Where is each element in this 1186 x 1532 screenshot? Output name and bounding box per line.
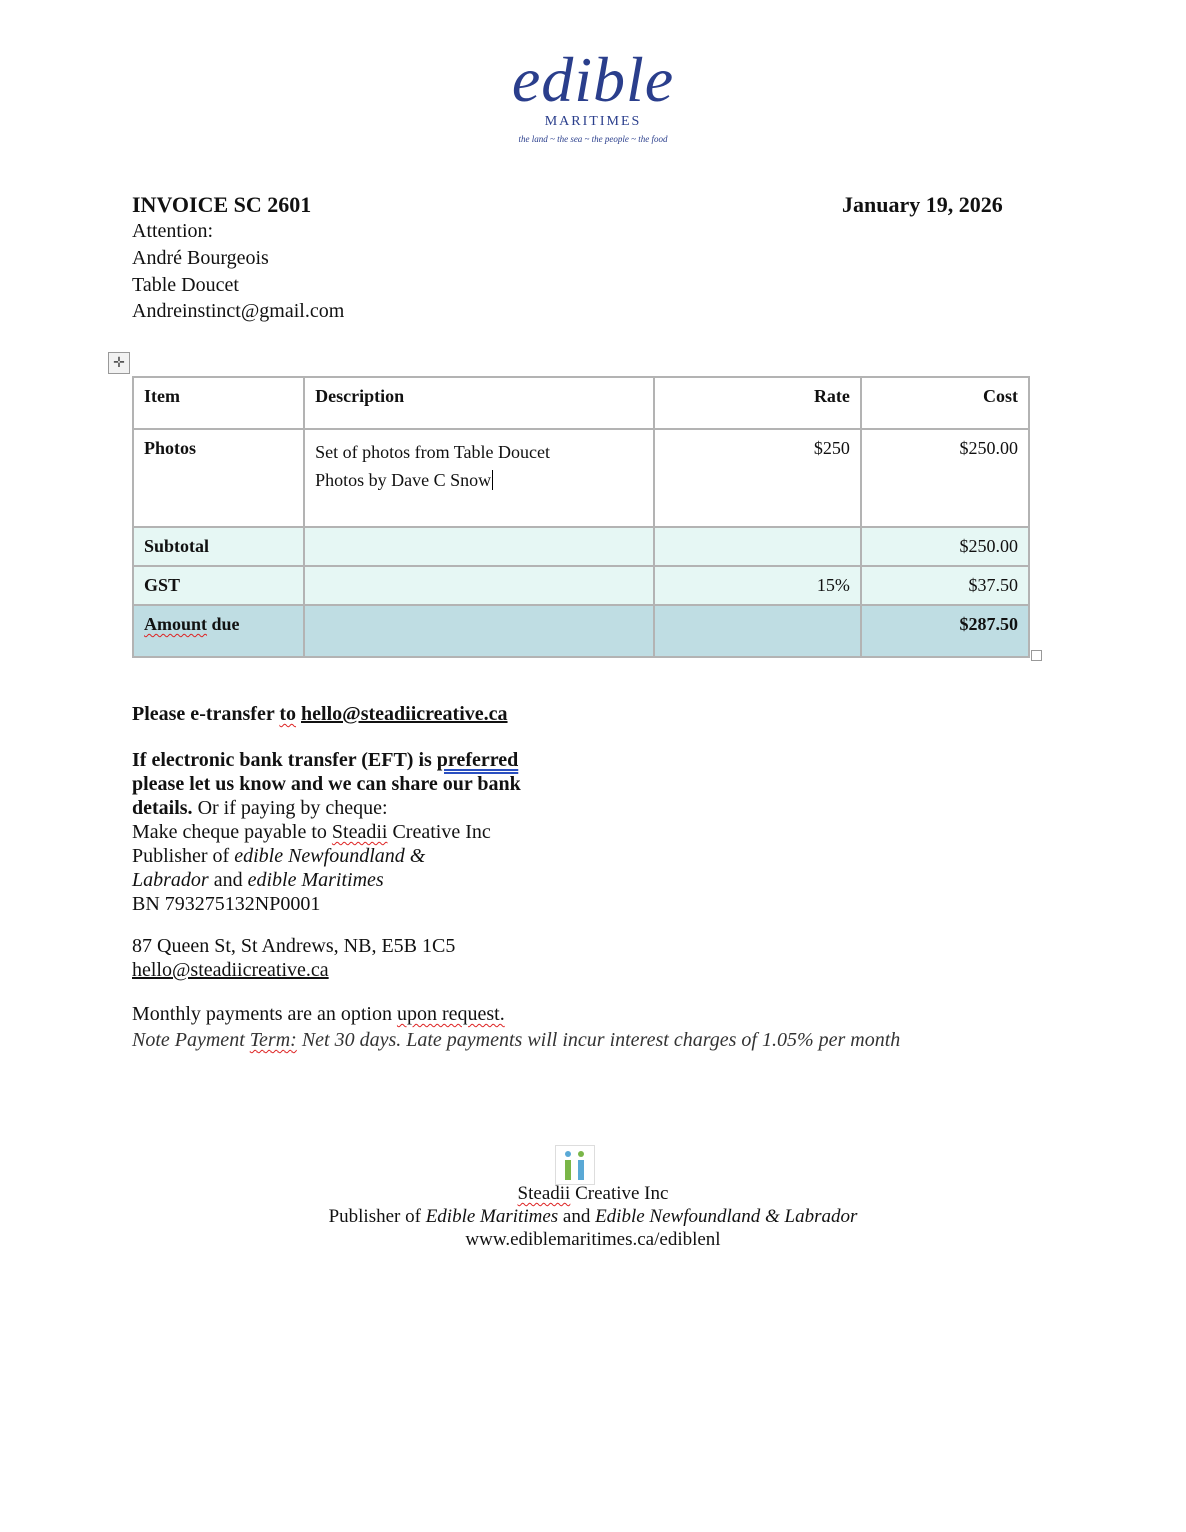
footer-company-b: Creative Inc bbox=[570, 1183, 669, 1204]
client-name: André Bourgeois bbox=[132, 247, 269, 269]
publisher-e: edible Maritimes bbox=[247, 869, 384, 891]
eft-block bbox=[132, 748, 521, 916]
cheque-c: Creative Inc bbox=[387, 821, 491, 843]
cheque-line bbox=[132, 820, 521, 844]
note-b: Term: bbox=[249, 1029, 297, 1051]
footer-publisher-c: and bbox=[558, 1206, 596, 1227]
description-line-2 bbox=[315, 466, 642, 494]
amount-due-label bbox=[133, 605, 304, 657]
footer-publisher bbox=[0, 1205, 1186, 1228]
subtotal-empty-rate bbox=[654, 527, 861, 566]
logo-sub: MARITIMES bbox=[544, 114, 642, 129]
eft-line-1-a: If electronic bank transfer (EFT) is bbox=[132, 749, 437, 771]
invoice-date: January 19, 2026 bbox=[842, 192, 1003, 217]
footer bbox=[0, 1182, 1186, 1251]
gst-row bbox=[133, 566, 1029, 605]
monthly-a: Monthly payments are an option bbox=[132, 1003, 397, 1025]
invoice-number: INVOICE SC 2601 bbox=[132, 192, 312, 217]
gst-label: GST bbox=[133, 566, 304, 605]
table-resize-handle[interactable] bbox=[1031, 650, 1042, 661]
row-description[interactable] bbox=[304, 429, 653, 527]
monthly-line bbox=[132, 1002, 900, 1026]
description-line-2-text: Photos by Dave C Snow bbox=[315, 470, 492, 490]
amount-empty-desc bbox=[304, 605, 653, 657]
attention-label: Attention: bbox=[132, 220, 214, 242]
eft-line-1 bbox=[132, 748, 521, 772]
table-header-row bbox=[133, 377, 1029, 429]
footer-publisher-d: Edible Newfoundland & Labrador bbox=[595, 1206, 858, 1227]
publisher-b: edible Newfoundland & bbox=[234, 845, 426, 867]
publisher-a: Publisher of bbox=[132, 845, 235, 867]
footer-publisher-a: Publisher of bbox=[328, 1206, 426, 1227]
eft-line-1-b: preferred bbox=[436, 749, 519, 771]
logo-tagline: the land ~ the sea ~ the people ~ the food bbox=[518, 134, 668, 144]
header-cost: Cost bbox=[861, 377, 1029, 429]
steadii-logo-icon bbox=[555, 1145, 595, 1185]
footer-company bbox=[0, 1182, 1186, 1205]
publisher-c: Labrador bbox=[132, 869, 209, 891]
footer-website[interactable]: www.ediblemaritimes.ca/ediblenl bbox=[465, 1229, 721, 1250]
publisher-line-1 bbox=[132, 844, 521, 868]
cheque-a: Make cheque payable to bbox=[132, 821, 332, 843]
payment-note bbox=[132, 1028, 900, 1052]
note-c: Net 30 days. Late payments will incur interest charges of 1.05% per month bbox=[296, 1029, 901, 1051]
address: 87 Queen St, St Andrews, NB, E5B 1C5 bbox=[132, 935, 456, 957]
etransfer-line bbox=[132, 702, 508, 726]
gst-rate: 15% bbox=[654, 566, 861, 605]
table-move-handle[interactable]: ✛ bbox=[108, 352, 130, 374]
monthly-b: upon request. bbox=[396, 1003, 505, 1025]
eft-line-3-rest: Or if paying by cheque: bbox=[192, 797, 388, 819]
invoice-table bbox=[132, 376, 1030, 658]
etransfer-prefix: Please e-transfer bbox=[132, 703, 280, 725]
publisher-d: and bbox=[208, 869, 248, 891]
client-email: Andreinstinct@gmail.com bbox=[132, 300, 345, 322]
subtotal-label: Subtotal bbox=[133, 527, 304, 566]
description-line-1: Set of photos from Table Doucet bbox=[315, 442, 550, 462]
etransfer-email-link[interactable]: hello@steadiicreative.ca bbox=[301, 703, 508, 725]
subtotal-empty-desc bbox=[304, 527, 653, 566]
text-cursor bbox=[492, 470, 493, 490]
note-a: Note Payment bbox=[132, 1029, 250, 1051]
subtotal-cost: $250.00 bbox=[861, 527, 1029, 566]
amount-due-cost: $287.50 bbox=[861, 605, 1029, 657]
amount-due-label-a: Amount bbox=[144, 614, 208, 634]
logo-word: edible bbox=[511, 44, 675, 115]
client-company: Table Doucet bbox=[132, 274, 239, 296]
header-description: Description bbox=[304, 377, 653, 429]
amount-empty-rate bbox=[654, 605, 861, 657]
footer-publisher-b: Edible Maritimes bbox=[425, 1206, 559, 1227]
address-block bbox=[132, 934, 455, 982]
table-row bbox=[133, 429, 1029, 527]
amount-due-row bbox=[133, 605, 1029, 657]
gst-empty-desc bbox=[304, 566, 653, 605]
gst-cost: $37.50 bbox=[861, 566, 1029, 605]
terms-block bbox=[132, 1002, 900, 1052]
etransfer-to: to bbox=[279, 703, 297, 725]
header-rate: Rate bbox=[654, 377, 861, 429]
footer-company-a: Steadii bbox=[517, 1183, 571, 1204]
eft-line-2: please let us know and we can share our bank bbox=[132, 773, 521, 795]
eft-line-3 bbox=[132, 796, 521, 820]
amount-due-label-b: due bbox=[207, 614, 240, 634]
row-item: Photos bbox=[133, 429, 304, 527]
header-item: Item bbox=[133, 377, 304, 429]
row-cost: $250.00 bbox=[861, 429, 1029, 527]
subtotal-row bbox=[133, 527, 1029, 566]
bn-number: BN 793275132NP0001 bbox=[132, 893, 321, 915]
contact-email-link[interactable]: hello@steadiicreative.ca bbox=[132, 959, 329, 981]
cheque-b: Steadii bbox=[331, 821, 388, 843]
row-rate: $250 bbox=[654, 429, 861, 527]
edible-maritimes-logo bbox=[0, 44, 1186, 144]
publisher-line-2 bbox=[132, 868, 521, 892]
eft-line-3-bold: details. bbox=[132, 797, 193, 819]
